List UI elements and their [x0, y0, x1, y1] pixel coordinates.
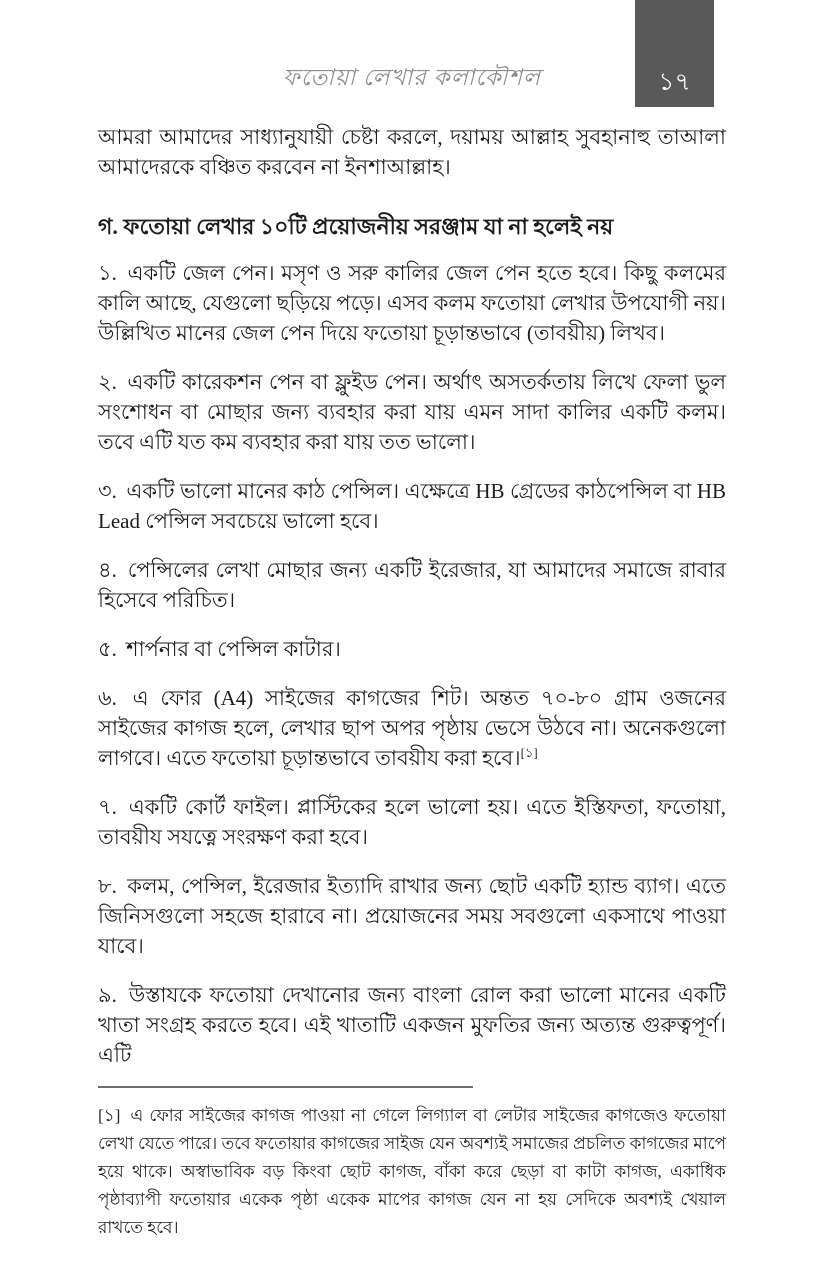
- item-text: কলম, পেন্সিল, ইরেজার ইত্যাদি রাখার জন্য ছোট একটি হ্যান্ড ব্যাগ। এতে জিনিসগুলো সহজে হারাবে না। প্রয়োজনের সময় সবগুলো একসাথে পাওয়া যাবে।: [98, 874, 726, 958]
- section-heading: গ. ফতোয়া লেখার ১০টি প্রয়োজনীয় সরঞ্জাম যা না হলেই নয়: [98, 214, 614, 239]
- footnote-text: এ ফোর সাইজের কাগজ পাওয়া না গেলে লিগ্যাল বা লেটার সাইজের কাগজেও ফতোয়া লেখা যেতে পারে। তবে ফতোয়ার কাগজের সাইজ যেন অবশ্যই সমাজের প্রচলিত কাগজের মাপে হয়ে থাকে। অস্বাভাবিক বড় কিংবা ছোট কাগজ, বাঁকা করে ছেড়া বা কাটা কাগজ, একাধিক পৃষ্ঠাব্যাপী ফতোয়ার একেক পৃষ্ঠা একেক মাপের কাগজ যেন না হয় সেদিকে অবশ্যই খেয়াল রাখতে হবে।: [98, 1106, 726, 1237]
- item-text: পেন্সিলের লেখা মোছার জন্য একটি ইরেজার, যা আমাদের সমাজে রাবার হিসেবে পরিচিত।: [98, 558, 726, 612]
- item-number: ৬.: [98, 686, 117, 710]
- page-content: [98, 122, 726, 1242]
- item-text: এ ফোর (A4) সাইজের কাগজের শিট। অন্তত ৭০-৮০ গ্রাম ওজনের সাইজের কাগজ হলে, লেখার ছাপ অপর পৃষ্ঠায় ভেসে উঠবে না। অনেকগুলো লাগবে। এতে ফতোয়া চূড়ান্তভাবে তাবয়ীয করা হবে।: [98, 686, 726, 770]
- list-item-6: [98, 683, 726, 773]
- item-text: একটি কারেকশন পেন বা ফ্লুইড পেন। অর্থাৎ অসতর্কতায় লিখে ফেলা ভুল সংশোধন বা মোছার জন্য ব্যবহার করা যায় এমন সাদা কালির একটি কলম। তবে এটি যত কম ব্যবহার করা যায় তত ভালো।: [98, 370, 726, 454]
- item-number: ৭.: [98, 795, 117, 819]
- intro-paragraph: আমরা আমাদের সাধ্যানুযায়ী চেষ্টা করলে, দয়াময় আল্লাহ সুবহানাহু তাআলা আমাদেরকে বঞ্চিত করবেন না ইনশাআল্লাহ।: [98, 125, 726, 179]
- item-text: শার্পনার বা পেন্সিল কাটার।: [126, 637, 341, 661]
- item-text: একটি জেল পেন। মসৃণ ও সরু কালির জেল পেন হতে হবে। কিছু কলমের কালি আছে, যেগুলো ছড়িয়ে পড়ে। এসব কলম ফতোয়া লেখার উপযোগী নয়। উল্লিখিত মানের জেল পেন দিয়ে ফতোয়া চূড়ান্তভাবে (তাবয়ীয়) লিখব।: [98, 261, 727, 345]
- page-number: ১৭: [658, 69, 691, 96]
- item-text: উস্তাযকে ফতোয়া দেখানোর জন্য বাংলা রোল করা ভালো মানের একটি খাতা সংগ্রহ করতে হবে। এই খাতাটি একজন মুফতির জন্য অত্যন্ত গুরুত্বপূর্ণ। এটি: [98, 983, 726, 1067]
- item-number: ৫.: [98, 637, 117, 661]
- footnote: [98, 1102, 726, 1242]
- item-number: ৮.: [98, 874, 117, 898]
- list-item-7: [98, 792, 726, 852]
- item-number: ১.: [98, 261, 117, 285]
- item-number: ৪.: [98, 558, 117, 582]
- item-number: ৩.: [98, 479, 117, 503]
- footnote-marker: [১]: [98, 1106, 121, 1125]
- list-item-4: [98, 555, 726, 615]
- list-item-2: [98, 367, 726, 457]
- item-text: একটি কোর্ট ফাইল। প্লাস্টিকের হলে ভালো হয়। এতে ইস্তিফতা, ফতোয়া, তাবয়ীয সযত্নে সংরক্ষণ করা হবে।: [98, 795, 726, 849]
- footnote-reference: [১]: [520, 745, 538, 760]
- item-number: ৯.: [98, 983, 117, 1007]
- list-item-9: [98, 980, 726, 1070]
- footnote-separator: [98, 1086, 473, 1088]
- item-text: একটি ভালো মানের কাঠ পেন্সিল। এক্ষেত্রে HB গ্রেডের কাঠপেন্সিল বা HB Lead পেন্সিল সবচেয়ে ভালো হবে।: [98, 479, 726, 533]
- list-item-3: [98, 476, 726, 536]
- running-title: ফতোয়া লেখার কলাকৌশল: [282, 65, 542, 90]
- list-item-5: [98, 634, 726, 664]
- list-item-8: [98, 871, 726, 961]
- item-number: ২.: [98, 370, 117, 394]
- list-item-1: [98, 258, 726, 348]
